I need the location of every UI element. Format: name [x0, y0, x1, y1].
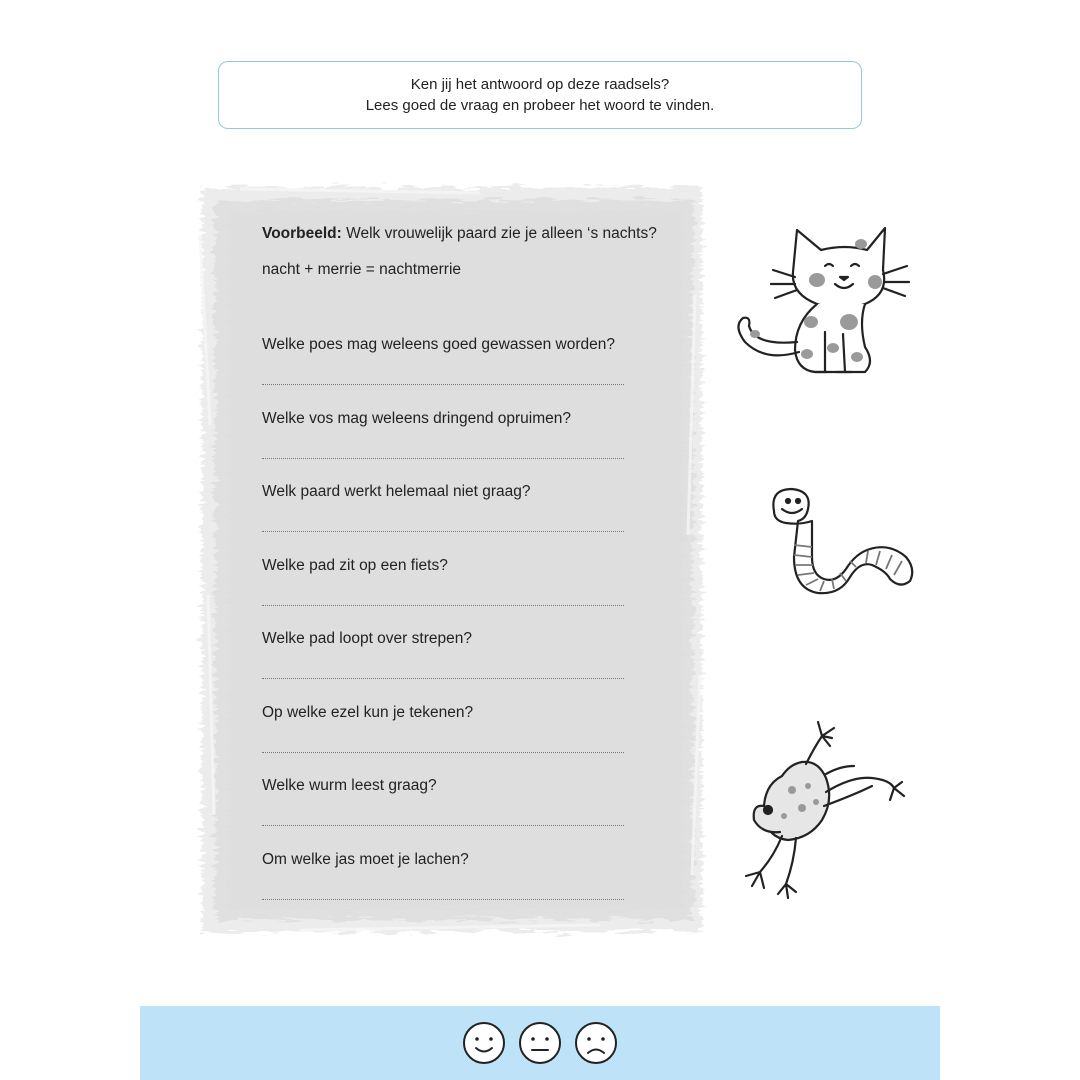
- neutral-face-icon[interactable]: [518, 1021, 562, 1065]
- question-text: Om welke jas moet je lachen?: [262, 850, 469, 868]
- answer-line[interactable]: [262, 458, 624, 459]
- question-item: [262, 849, 662, 923]
- question-item: [262, 702, 662, 776]
- instruction-box: [218, 61, 862, 129]
- question-text: Welke vos mag weleens dringend opruimen?: [262, 409, 572, 427]
- question-text: Welke pad loopt over strepen?: [262, 630, 472, 647]
- question-item: [262, 334, 662, 408]
- example-label: Voorbeeld:: [262, 225, 342, 242]
- sad-face-icon[interactable]: [574, 1021, 618, 1065]
- cat-icon: [725, 222, 915, 382]
- answer-line[interactable]: [262, 899, 624, 900]
- example-question-text: Welk vrouwelijk paard zie je alleen ‘s nachts?: [341, 225, 657, 242]
- instruction-line-1: Ken jij het antwoord op deze raadsels?: [410, 76, 670, 93]
- question-list: [262, 334, 662, 922]
- question-text: Welk paard werkt helemaal niet graag?: [262, 483, 531, 500]
- answer-line[interactable]: [262, 825, 624, 826]
- question-text: Op welke ezel kun je tekenen?: [262, 703, 474, 721]
- instruction-line-2: Lees goed de vraag en probeer het woord te vinden.: [365, 97, 715, 114]
- question-item: [262, 555, 662, 629]
- example-question: [262, 222, 662, 246]
- answer-line[interactable]: [262, 678, 624, 679]
- question-text: Welke poes mag weleens goed gewassen worden?: [262, 336, 615, 353]
- question-item: [262, 408, 662, 482]
- answer-line[interactable]: [262, 752, 624, 753]
- question-text: Welke pad zit op een fiets?: [262, 556, 448, 574]
- question-item: [262, 481, 662, 555]
- example-answer: nacht + merrie = nachtmerrie: [262, 261, 462, 278]
- rating-bar: [140, 1006, 940, 1080]
- question-text: Welke wurm leest graag?: [262, 777, 437, 794]
- question-item: [262, 775, 662, 849]
- happy-face-icon[interactable]: [462, 1021, 506, 1065]
- frog-icon: [722, 716, 912, 906]
- answer-line[interactable]: [262, 531, 624, 532]
- answer-line[interactable]: [262, 605, 624, 606]
- example-block: [262, 222, 662, 282]
- worm-icon: [760, 485, 920, 610]
- answer-line[interactable]: [262, 384, 624, 385]
- question-item: [262, 628, 662, 702]
